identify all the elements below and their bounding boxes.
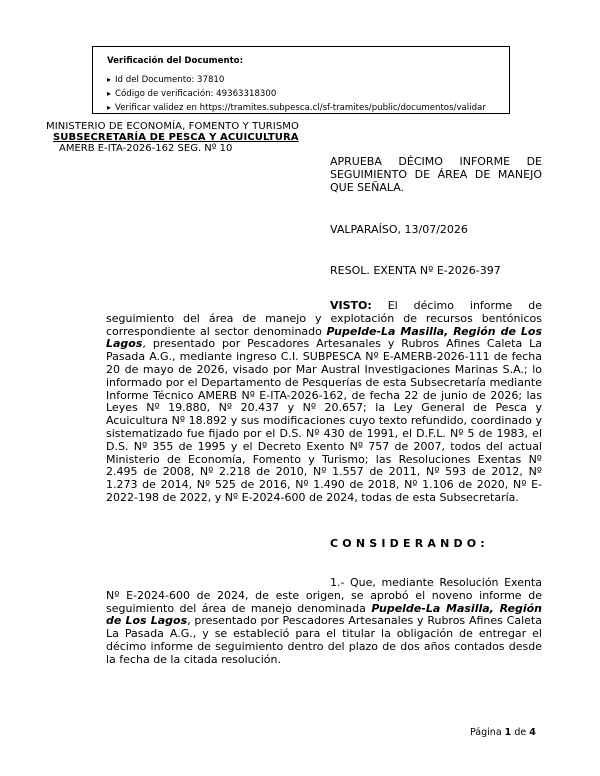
ministry-name: MINISTERIO DE ECONOMÍA, FOMENTO Y TURISMO: [46, 121, 299, 132]
page-total: 4: [529, 727, 536, 738]
resolution-number: RESOL. EXENTA Nº E-2026-397: [330, 264, 501, 277]
page-footer: [470, 727, 536, 738]
place-date: VALPARAÍSO, 13/07/2026: [330, 223, 468, 236]
verification-list: [107, 73, 486, 115]
page-of: de: [514, 727, 527, 738]
verification-code: ▸ Código de verificación: 49363318300: [107, 87, 486, 101]
visto-text-1: El décimo informe de seguimiento del área de manejo y explotación de recursos bentónicos correspondiente al sector denominado: [106, 299, 542, 338]
visto-paragraph: [106, 300, 542, 505]
considerando-1-paragraph: [106, 577, 542, 667]
subsecretaria-name: SUBSECRETARÍA DE PESCA Y ACUICULTURA: [53, 132, 299, 143]
reference-line: AMERB E-ITA-2026-162 SEG. Nº 10: [59, 143, 233, 154]
verification-url[interactable]: ▸ Verificar validez en https://tramites.subpesca.cl/sf-tramites/public/documentos/validar: [107, 101, 486, 115]
page-current: 1: [504, 727, 512, 738]
verification-title: Verificación del Documento:: [107, 56, 244, 66]
verification-box: [92, 46, 510, 114]
visto-label: VISTO:: [330, 299, 372, 312]
document-title: APRUEBA DÉCIMO INFORME DE SEGUIMIENTO DE ÁREA DE MANEJO QUE SEÑALA.: [330, 155, 542, 194]
verification-doc-id: ▸ Id del Documento: 37810: [107, 73, 486, 87]
cons1-text-1: 1.- Que, mediante Resolución Exenta Nº E-2024-600 de 2024, de este origen, se aprobó el noveno informe de seguimiento del área de manejo denominada: [106, 576, 542, 615]
cons1-text-2: , presentado por Pescadores Artesanales y Rubros Afines Caleta La Pasada A.G., y se estableció para el titular la obligación de entregar el décimo informe de seguimiento dentro del plazo de dos años contados desde la fecha de la citada resolución.: [106, 614, 542, 666]
page-word: Página: [470, 727, 502, 738]
considerando-heading: CONSIDERANDO:: [330, 537, 489, 550]
cons1-area-name: Pupelde-La Masilla, Región de Los Lagos: [106, 601, 542, 628]
visto-text-2: , presentado por Pescadores Artesanales y Rubros Afines Caleta La Pasada A.G., mediante ingreso C.I. SUBPESCA Nº E-AMERB-2026-111 de fecha 20 de mayo de 2026, visado por Mar Austral Investigaciones Marinas S.A.; lo informado por el Departamento de Pesquerías de esta Subsecretaría mediante Informe Técnico AMERB Nº E-ITA-2026-162, de fecha 22 de junio de 2026; las Leyes Nº 19.880, Nº 20.437 y Nº 20.657; la Ley General de Pesca y Acuicultura Nº 18.892 y sus modificaciones cuyo texto refundido, coordinado y sistematizado fue fijado por el D.S. Nº 430 de 1991, el D.F.L. Nº 5 de 1983, el D.S. Nº 355 de 1995 y el Decreto Exento Nº 757 de 2007, todos del actual Ministerio de Economía, Fomento y Turismo; las Resoluciones Exentas Nº 2.495 de 2008, Nº 2.218 de 2010, Nº 1.557 de 2011, Nº 593 de 2012, Nº 1.273 de 2014, Nº 525 de 2016, Nº 1.490 de 2018, Nº 1.106 de 2020, Nº E-2022-198 de 2022, y Nº E-2024-600 de 2024, todas de esta Subsecretaría.: [106, 337, 542, 504]
visto-area-name: Pupelde-La Masilla, Región de Los Lagos: [106, 324, 542, 351]
